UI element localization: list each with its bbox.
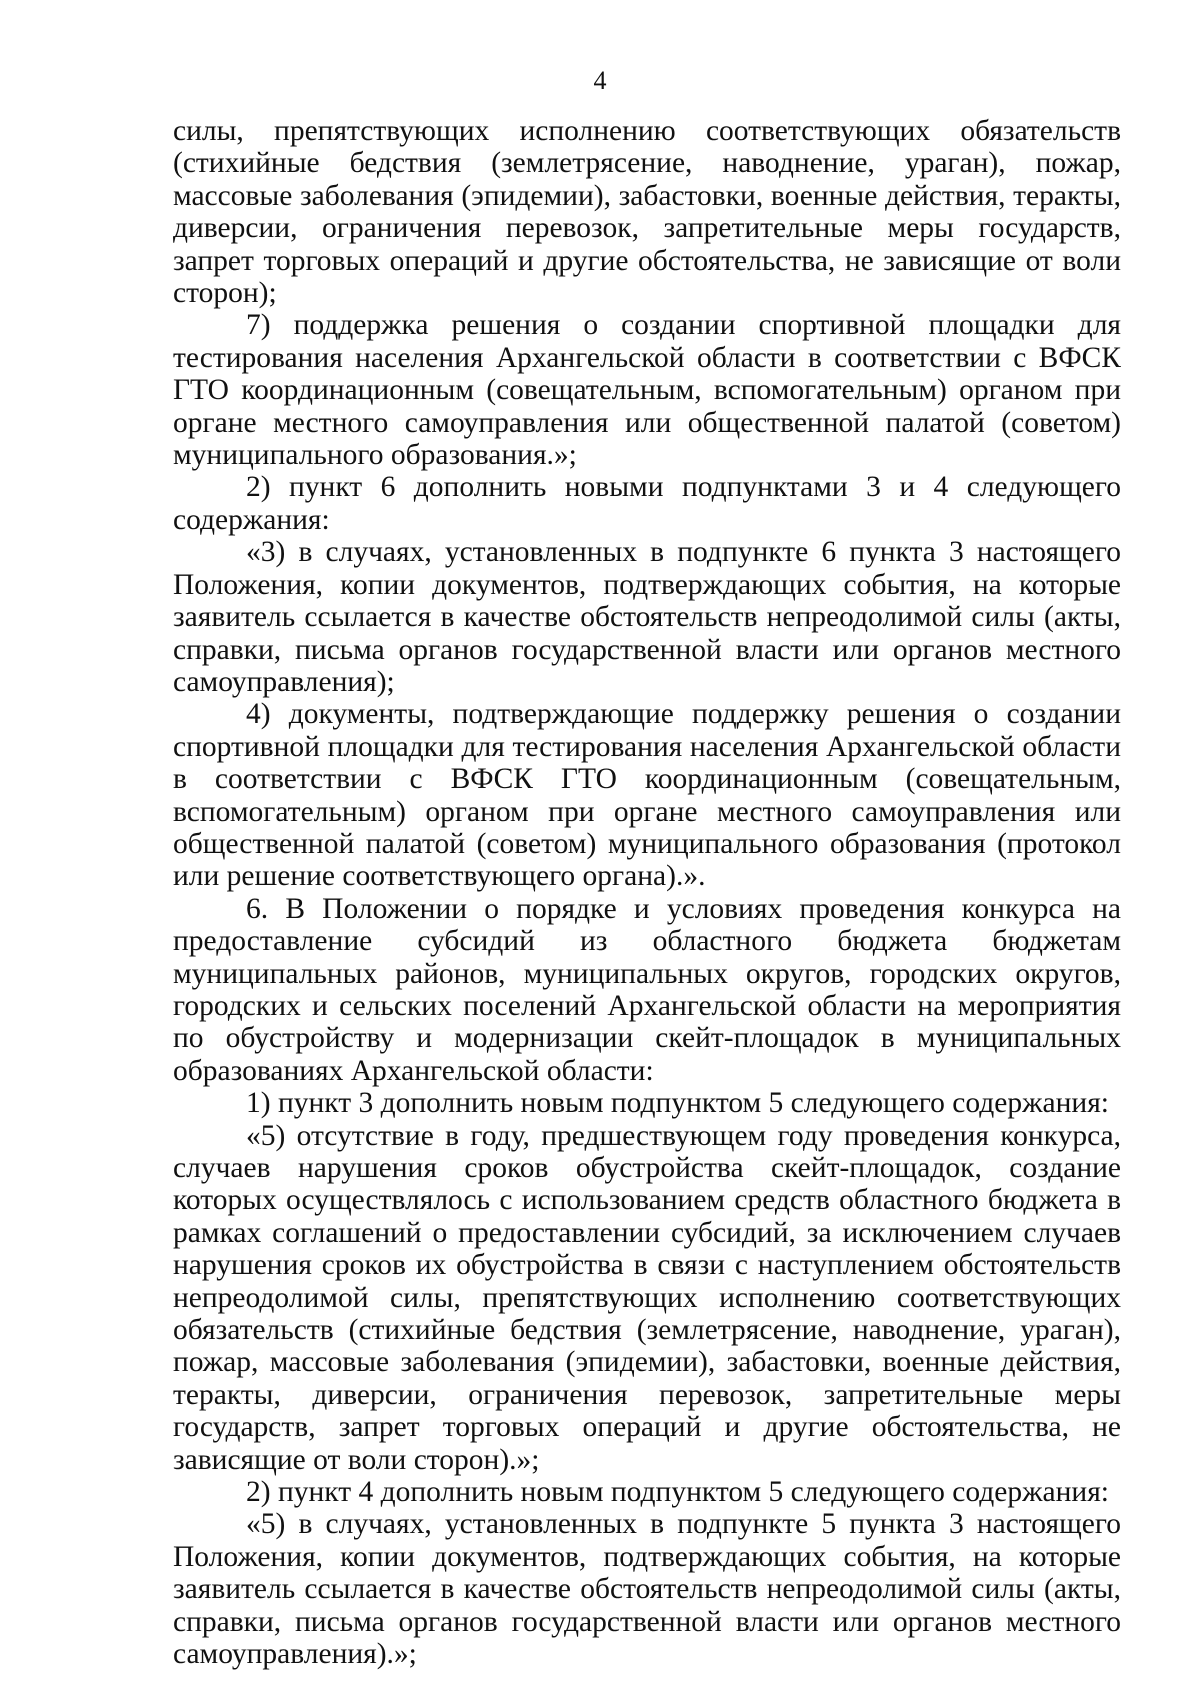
paragraph-subitem-3: «3) в случаях, установленных в подпункте 6 пункта 3 настоящего Положения, копии документов, подтверждающих события, на которые заявитель ссылается в качестве обстоятельств непреодолимой силы (акты, справки, письма органов государственной власти или органов местного самоуправления); (173, 536, 1121, 698)
paragraph-section-6: 6. В Положении о порядке и условиях проведения конкурса на предоставление субсидий из областного бюджета бюджетам муниципальных районов, муниципальных округов, городских округов, городских и сельских поселений Архангельской области на мероприятия по обустройству и модернизации скейт-площадок в муниципальных образованиях Архангельской области: (173, 892, 1121, 1087)
document-body (173, 115, 1121, 1671)
paragraph-continuation: силы, препятствующих исполнению соответствующих обязательств (стихийные бедствия (землетрясение, наводнение, ураган), пожар, массовые заболевания (эпидемии), забастовки, военные действия, теракты, диверсии, ограничения перевозок, запретительные меры государств, запрет торговых операций и другие обстоятельства, не зависящие от воли сторон); (173, 115, 1121, 310)
paragraph-amendment-point-3: 1) пункт 3 дополнить новым подпунктом 5 следующего содержания: (246, 1087, 1109, 1120)
page-number: 4 (593, 66, 607, 95)
paragraph-new-subitem-5-condition: «5) отсутствие в году, предшествующем году проведения конкурса, случаев нарушения сроков обустройства скейт-площадок, создание которых осуществлялось с использованием средств областного бюджета в рамках соглашений о предоставлении субсидий, за исключением случаев нарушения сроков их обустройства в связи с наступлением обстоятельств непреодолимой силы, препятствующих исполнению соответствующих обязательств (стихийные бедствия (землетрясение, наводнение, ураган), пожар, массовые заболевания (эпидемии), забастовки, военные действия, теракты, диверсии, ограничения перевозок, запретительные меры государств, запрет торговых операций и другие обстоятельства, не зависящие от воли сторон).»; (173, 1119, 1121, 1476)
paragraph-new-subitem-5-documents: «5) в случаях, установленных в подпункте 5 пункта 3 настоящего Положения, копии документов, подтверждающих события, на которые заявитель ссылается в качестве обстоятельств непреодолимой силы (акты, справки, письма органов государственной власти или органов местного самоуправления).»; (173, 1508, 1121, 1671)
paragraph-amendment-point-4: 2) пункт 4 дополнить новым подпунктом 5 следующего содержания: (246, 1476, 1109, 1509)
paragraph-amendment-point-6: 2) пункт 6 дополнить новыми подпунктами 3 и 4 следующего содержания: (173, 471, 1121, 536)
paragraph-subitem-4: 4) документы, подтверждающие поддержку решения о создании спортивной площадки для тестирования населения Архангельской области в соответствии с ВФСК ГТО координационным (совещательным, вспомогательным) органом при органе местного самоуправления или общественной палатой (советом) муниципального образования (протокол или решение соответствующего органа).». (173, 698, 1121, 893)
paragraph-subitem-7: 7) поддержка решения о создании спортивной площадки для тестирования населения Архангельской области в соответствии с ВФСК ГТО координационным (совещательным, вспомогательным) органом при органе местного самоуправления или общественной палатой (советом) муниципального образования.»; (173, 309, 1121, 472)
